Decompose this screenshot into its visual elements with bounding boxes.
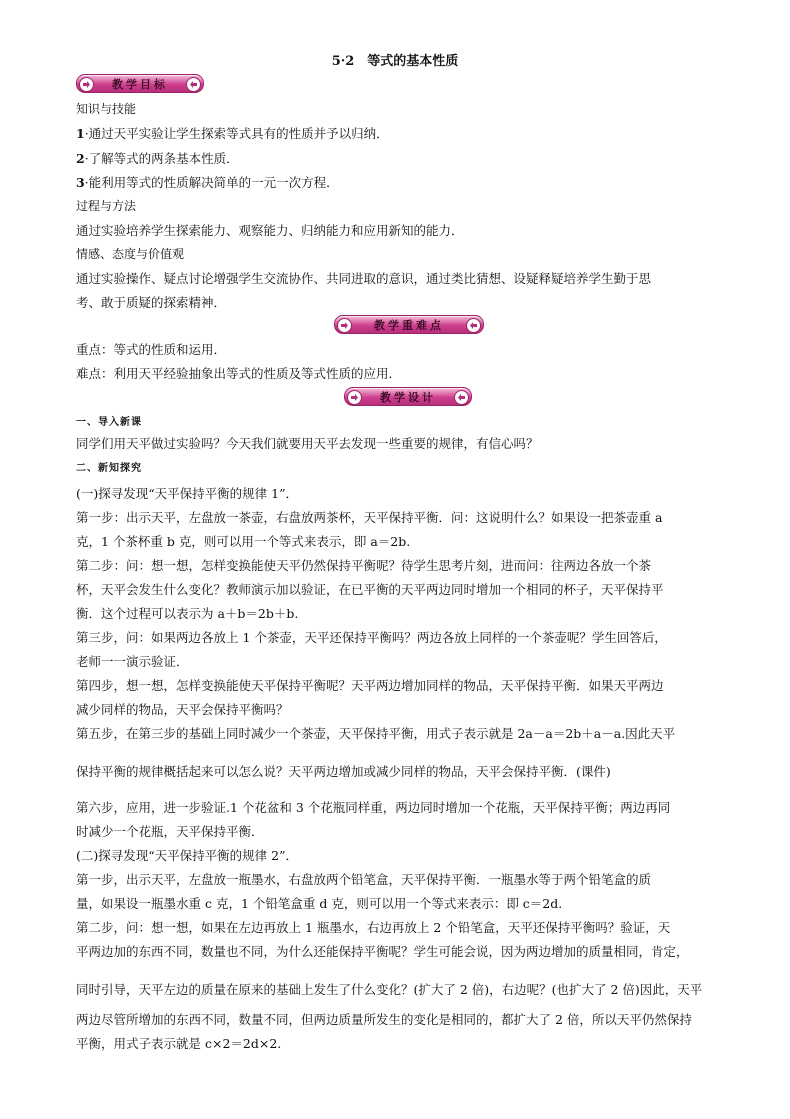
focus-point: 重点：等式的性质和运用． [76, 342, 227, 357]
intro-text: 同学们用天平做过实验吗？今天我们就要用天平去发现一些重要的规律，有信心吗？ [76, 436, 539, 451]
goal-item-3: 3·能利用等式的性质解决简单的一元一次方程． [76, 175, 339, 190]
knowledge-heading: 知识与技能 [76, 102, 137, 116]
step4-line-2: 减少同样的物品，天平会保持平衡吗？ [76, 702, 289, 717]
step3-line-1: 第三步，问：如果两边各放上 1 个茶壶，天平还保持平衡吗？两边各放上同样的一个茶壶呢？学生回答后， [76, 630, 667, 645]
arrow-right-icon [79, 77, 94, 92]
banner-key-points [334, 315, 484, 334]
step2-line-2: 杯，天平会发生什么变化？教师演示加以验证，在已平衡的天平两边同时增加一个相同的杯子，天平保持平 [76, 582, 664, 597]
step4-line-1: 第四步，想一想，怎样变换能使天平保持平衡呢？天平两边增加同样的物品，天平保持平衡．如果天平两边 [76, 678, 664, 693]
process-text: 通过实验培养学生探索能力、观察能力、归纳能力和应用新知的能力． [76, 223, 464, 238]
arrow-left-icon [454, 390, 469, 405]
step3-line-2: 老师一一演示验证． [76, 654, 189, 669]
step2-line-3: 衡．这个过程可以表示为 a＋b＝2b＋b. [76, 606, 299, 621]
p2-step2-line-3: 同时引导，天平左边的质量在原来的基础上发生了什么变化？(扩大了 2 倍)，右边呢？(也扩大了 2 倍)因此，天平 [76, 982, 703, 997]
step6-line-1: 第六步，应用，进一步验证.1 个花盆和 3 个花瓶同样重，两边同时增加一个花瓶，天平保持平衡；两边再同 [76, 800, 671, 815]
emotion-heading: 情感、态度与价值观 [76, 247, 185, 261]
p2-step1-line-1: 第一步，出示天平，左盘放一瓶墨水，右盘放两个铅笔盒，天平保持平衡．一瓶墨水等于两个铅笔盒的质 [76, 872, 652, 887]
arrow-left-icon [186, 77, 201, 92]
banner-teaching-design [344, 387, 472, 406]
goal-item-2: 2·了解等式的两条基本性质． [76, 151, 239, 166]
step5-line-1: 第五步，在第三步的基础上同时减少一个茶壶，天平保持平衡，用式子表示就是 2a－a＝2b＋a－a.因此天平 [76, 726, 676, 741]
step2-line-1: 第二步：问：想一想，怎样变换能使天平仍然保持平衡呢？待学生思考片刻，进而问：往两边各放一个茶 [76, 558, 652, 573]
p2-step1-line-2: 量，如果设一瓶墨水重 c 克，1 个铅笔盒重 d 克，则可以用一个等式来表示：即 c＝2d. [76, 896, 563, 911]
arrow-right-icon [337, 318, 352, 333]
difficulty-point: 难点：利用天平经验抽象出等式的性质及等式性质的应用． [76, 366, 402, 381]
emotion-line-2: 考、敢于质疑的探索精神． [76, 295, 227, 310]
goal-item-1: 1·通过天平实验让学生探索等式具有的性质并予以归纳． [76, 126, 389, 141]
arrow-right-icon [347, 390, 362, 405]
part2-heading: (二)探寻发现“天平保持平衡的规律 2”． [76, 848, 298, 863]
p2-step2-line-2: 平两边加的东西不同，数量也不同，为什么还能保持平衡呢？学生可能会说，因为两边增加的质量相同，肯定， [76, 944, 689, 959]
arrow-left-icon [466, 318, 481, 333]
step1-line-1: 第一步：出示天平，左盘放一茶壶，右盘放两茶杯，天平保持平衡．问：这说明什么？如果设一把茶壶重 a [76, 510, 663, 525]
part1-heading: (一)探寻发现“天平保持平衡的规律 1”． [76, 486, 298, 501]
emotion-line-1: 通过实验操作、疑点讨论增强学生交流协作、共同进取的意识，通过类比猜想、设疑释疑培养学生勤于思 [76, 271, 652, 286]
p2-step2-line-1: 第二步，问：想一想，如果在左边再放上 1 瓶墨水，右边再放上 2 个铅笔盒，天平还保持平衡吗？验证，天 [76, 920, 671, 935]
step1-line-2: 克，1 个茶杯重 b 克，则可以用一个等式来表示，即 a＝2b. [76, 534, 411, 549]
page-title: 5·2 等式的基本性质 [331, 54, 459, 69]
banner-label: 教学重难点 [374, 318, 444, 332]
banner-teaching-goals [76, 74, 204, 93]
step5-line-2: 保持平衡的规律概括起来可以怎么说？天平两边增加或减少同样的物品，天平会保持平衡．(课件) [76, 764, 611, 779]
p2-step2-line-5: 平衡，用式子表示就是 c×2＝2d×2. [76, 1036, 282, 1051]
section-intro-heading: 一、导入新课 [76, 417, 142, 428]
step6-line-2: 时减少一个花瓶，天平保持平衡． [76, 824, 264, 839]
process-heading: 过程与方法 [76, 199, 137, 213]
p2-step2-line-4: 两边尽管所增加的东西不同，数量不同，但两边质量所发生的变化是相同的，都扩大了 2 倍，所以天平仍然保持 [76, 1012, 692, 1027]
section-explore-heading: 二、新知探究 [76, 463, 142, 474]
banner-label: 教学设计 [380, 390, 436, 404]
banner-label: 教学目标 [112, 77, 168, 91]
